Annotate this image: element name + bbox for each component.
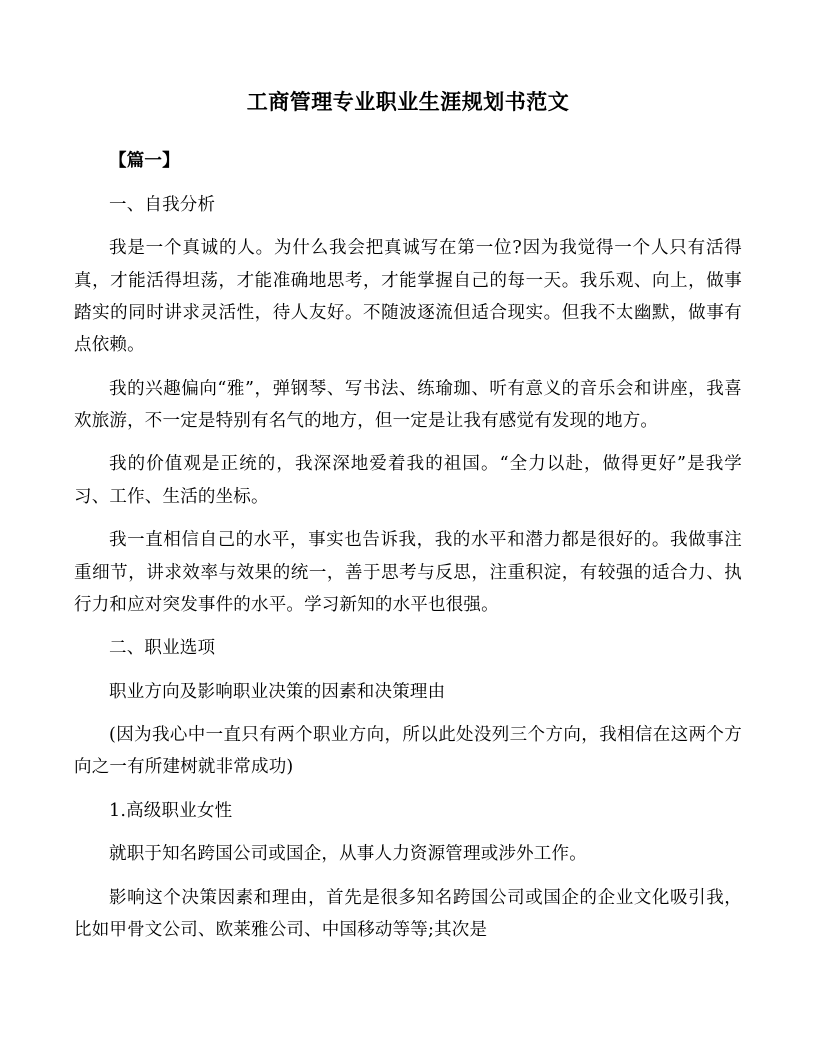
paragraph-body: 我是一个真诚的人。为什么我会把真诚写在第一位?因为我觉得一个人只有活得真，才能活得坦荡，才能准确地思考，才能掌握自己的每一天。我乐观、向上，做事踏实的同时讲求灵活性，待人友好。不随波逐流但适合现实。但我不太幽默，做事有点依赖。 [74, 238, 742, 356]
paragraph-body: 我一直相信自己的水平，事实也告诉我，我的水平和潜力都是很好的。我做事注重细节，讲求效率与效果的统一，善于思考与反思，注重积淀，有较强的适合力、执行力和应对突发事件的水平。学习新知的水平也很强。 [74, 530, 742, 615]
paragraph-body: 就职于知名跨国公司或国企，从事人力资源管理或涉外工作。 [109, 844, 587, 865]
page-title: 工商管理专业职业生涯规划书范文 [246, 90, 570, 114]
paragraph-body: 我的价值观是正统的，我深深地爱着我的祖国。“全力以赴，做得更好”是我学习、工作、生活的坐标。 [74, 454, 742, 507]
paragraph-body: 职业方向及影响职业决策的因素和决策理由 [109, 681, 446, 702]
paragraph-heading-self-analysis: 一、自我分析 [109, 194, 216, 215]
paragraph-body: (因为我心中一直只有两个职业方向，所以此处没列三个方向，我相信在这两个方向之一有所建树就非常成功) [74, 725, 742, 778]
paragraph-body: 我的兴趣偏向“雅”，弹钢琴、写书法、练瑜珈、听有意义的音乐会和讲座，我喜欢旅游，不一定是特别有名气的地方，但一定是让我有感觉有发现的地方。 [74, 378, 742, 432]
paragraph-body: 影响这个决策因素和理由，首先是很多知名跨国公司或国企的企业文化吸引我，比如甲骨文公司、欧莱雅公司、中国移动等等;其次是 [74, 887, 742, 940]
paragraph-heading-career-options: 二、职业选项 [109, 638, 216, 659]
paragraph-section-label: 【篇一】 [109, 151, 180, 172]
paragraph-list-item: 1.高级职业女性 [109, 800, 233, 821]
